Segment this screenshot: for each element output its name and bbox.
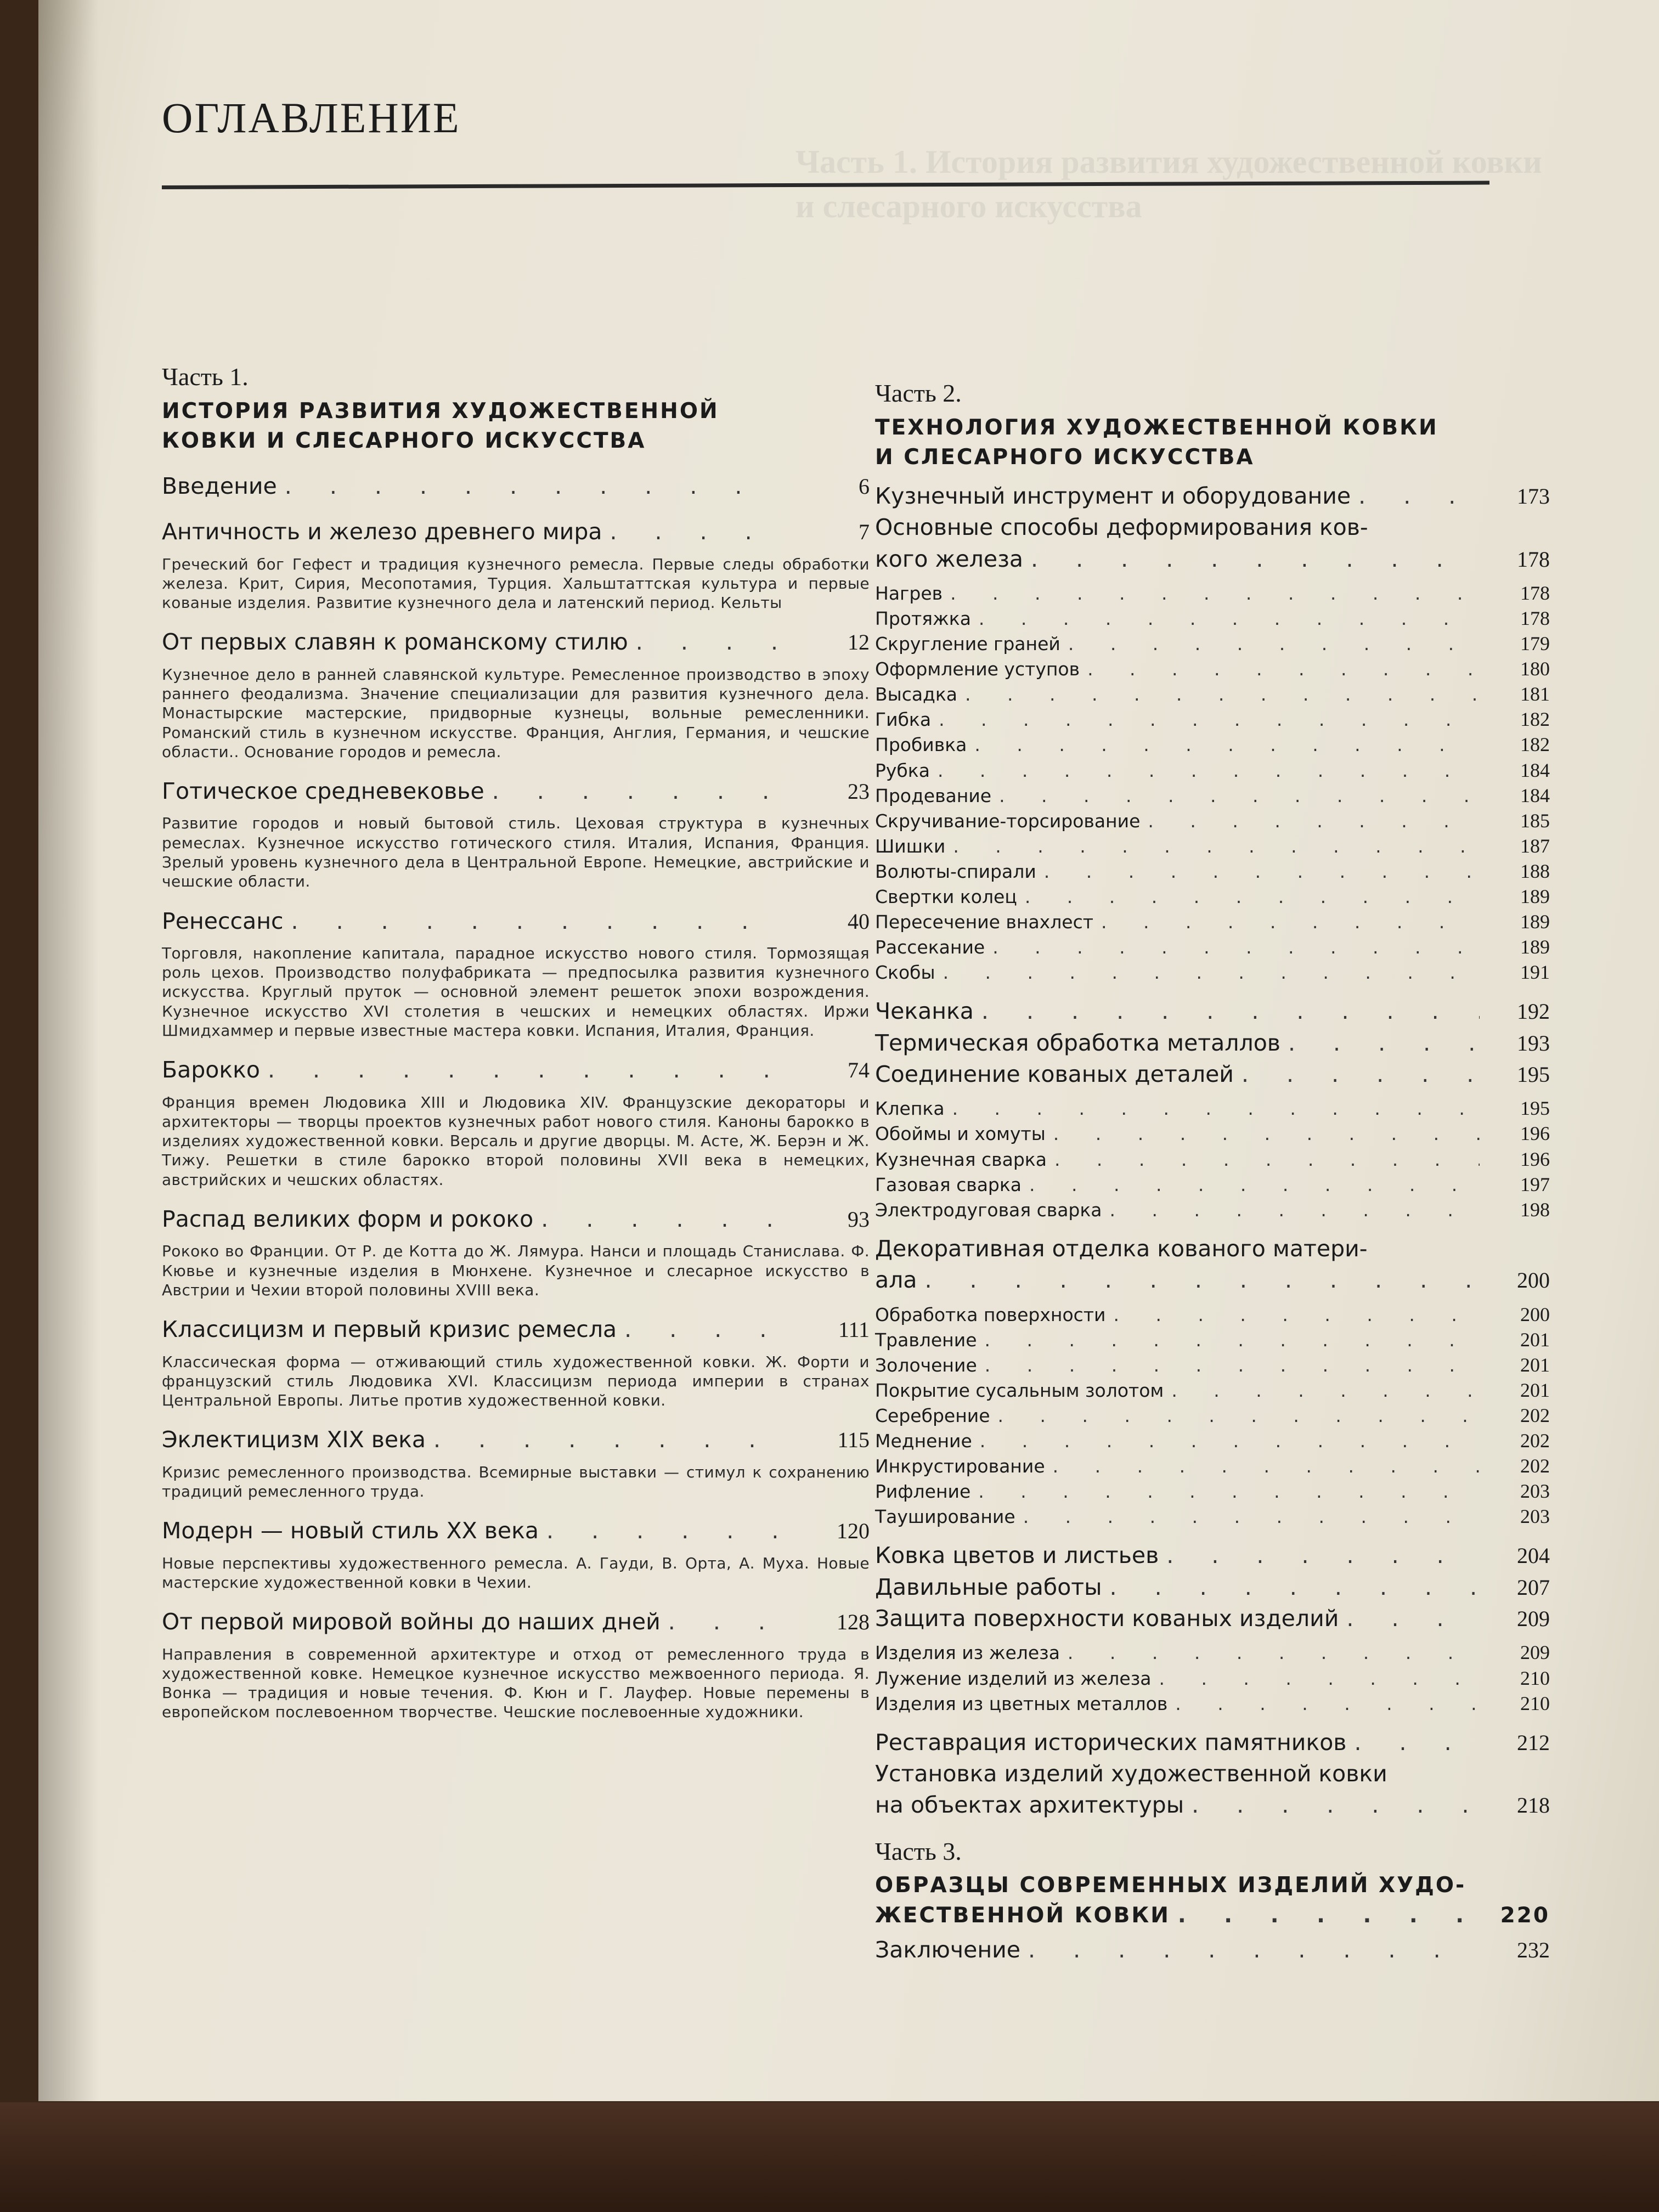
subsection bbox=[875, 681, 1550, 707]
chapter bbox=[162, 516, 870, 548]
section bbox=[875, 1540, 1550, 1571]
toc-right-column bbox=[875, 380, 1550, 1966]
page-number: 184 bbox=[1520, 759, 1550, 781]
chapter-title: Античность и железо древнего мира bbox=[162, 518, 602, 545]
section bbox=[875, 1059, 1550, 1090]
part-2-title-line: ТЕХНОЛОГИЯ ХУДОЖЕСТВЕННОЙ КОВКИ bbox=[875, 415, 1438, 440]
toc-entry bbox=[162, 906, 870, 1041]
leader-dots bbox=[1170, 1901, 1480, 1931]
subsection bbox=[875, 1096, 1550, 1121]
section-title: кого железа bbox=[875, 545, 1024, 572]
leader-dots bbox=[1045, 1455, 1480, 1478]
page-number: 6 bbox=[859, 473, 870, 499]
page-number: 173 bbox=[1517, 483, 1550, 509]
chapter bbox=[162, 1515, 870, 1547]
subsection bbox=[875, 1403, 1550, 1428]
chapter bbox=[162, 906, 870, 937]
toc-section bbox=[875, 1028, 1550, 1059]
table-surface bbox=[0, 2102, 1659, 2212]
toc-section bbox=[875, 1540, 1550, 1571]
leader-dots bbox=[943, 582, 1480, 605]
page-number: 202 bbox=[1520, 1429, 1550, 1452]
section bbox=[875, 1265, 1550, 1296]
page-number: 195 bbox=[1517, 1062, 1550, 1087]
section bbox=[875, 1028, 1550, 1059]
chapter-title: Ренессанс bbox=[162, 907, 284, 934]
toc-section bbox=[875, 1059, 1550, 1222]
subsection-title: Изделия из железа bbox=[875, 1642, 1060, 1664]
leader-dots bbox=[1020, 1934, 1480, 1966]
leader-dots bbox=[1151, 1667, 1480, 1690]
conclusion bbox=[875, 1934, 1550, 1966]
subsection bbox=[875, 1640, 1550, 1665]
page-number: 202 bbox=[1520, 1455, 1550, 1477]
bleed-through-text: Часть 1. История развития художественной ковки и слесарного искусства bbox=[795, 144, 1542, 224]
toc-entry bbox=[162, 1314, 870, 1410]
page-number: 115 bbox=[837, 1427, 870, 1453]
subsection-title: Лужение изделий из железа bbox=[875, 1667, 1152, 1689]
toc-left-column bbox=[162, 363, 870, 1722]
chapter-title: От первых славян к романскому стилю bbox=[162, 629, 628, 656]
chapter-title: Эклектицизм XIX века bbox=[162, 1426, 426, 1453]
part-3-label: Часть 3. bbox=[875, 1837, 962, 1865]
page-number: 201 bbox=[1520, 1353, 1550, 1376]
chapter bbox=[162, 1314, 870, 1345]
subsection-title: Покрытие сусальным золотом bbox=[875, 1379, 1164, 1401]
page-number: 184 bbox=[1520, 784, 1550, 806]
page-number: 189 bbox=[1520, 936, 1550, 958]
toc-entry bbox=[162, 1054, 870, 1189]
leader-dots bbox=[277, 471, 777, 502]
page-number: 189 bbox=[1520, 885, 1550, 907]
chapter bbox=[162, 1606, 870, 1638]
section-title: Давильные работы bbox=[875, 1573, 1102, 1600]
page-number: 218 bbox=[1517, 1793, 1550, 1818]
page-number: 209 bbox=[1520, 1641, 1550, 1664]
leader-dots bbox=[661, 1606, 777, 1638]
subsection bbox=[875, 1453, 1550, 1479]
chapter-description: Классическая форма — отживающий стиль художественной ковки. Ж. Форти и французский стиль Людовика XVI. Классицизм периода империи в странах Центральной Европы. Литье против художественной ковки. bbox=[162, 1352, 870, 1410]
leader-dots bbox=[917, 1265, 1480, 1296]
part-2-title-line: И СЛЕСАРНОГО ИСКУССТВА bbox=[875, 445, 1255, 470]
subsection bbox=[875, 1352, 1550, 1378]
page-number: 111 bbox=[838, 1317, 870, 1342]
page-number: 192 bbox=[1517, 999, 1550, 1024]
subsection bbox=[875, 758, 1550, 783]
leader-dots bbox=[1167, 1692, 1480, 1716]
subsection bbox=[875, 1666, 1550, 1691]
leader-dots bbox=[1047, 1148, 1480, 1171]
chapter-description: Франция времен Людовика XIII и Людовика XIV. Французские декораторы и архитекторы — творцы проектов кузнечных работ нового стиля. Каноны барокко в изделиях художественной ковки. Версаль и другие дворцы. М. Асте, Ж. Берэн и Ж. Тижу. Решетки в стиле барокко второй половины XVII века в немецких, австрийских и чешских областях. bbox=[162, 1093, 870, 1189]
conclusion-entry-title: Заключение bbox=[875, 1936, 1021, 1963]
leader-dots bbox=[974, 996, 1480, 1027]
leader-dots bbox=[1351, 481, 1480, 512]
conclusion-entry bbox=[875, 1934, 1550, 1966]
subsection-title: Волюты-спирали bbox=[875, 860, 1036, 882]
subsection bbox=[875, 934, 1550, 960]
leader-dots bbox=[1080, 658, 1480, 681]
leader-dots bbox=[1093, 911, 1480, 934]
page-number: 12 bbox=[848, 630, 870, 655]
chapter-description: Кризис ремесленного производства. Всемирные выставки — стимул к сохранению традиций ремесленного труда. bbox=[162, 1463, 870, 1500]
page-number: 196 bbox=[1520, 1148, 1550, 1170]
page-number: 200 bbox=[1520, 1303, 1550, 1325]
subsection-title: Протяжка bbox=[875, 608, 971, 630]
subsection bbox=[875, 656, 1550, 681]
subsection bbox=[875, 732, 1550, 757]
subsection-title: Нагрев bbox=[875, 582, 943, 604]
subsection bbox=[875, 1691, 1550, 1716]
page-number: 220 bbox=[1500, 1903, 1550, 1928]
subsection-title: Высадка bbox=[875, 684, 958, 706]
chapter bbox=[162, 1204, 870, 1235]
page-title: ОГЛАВЛЕНИЕ bbox=[162, 94, 461, 142]
leader-dots bbox=[426, 1424, 777, 1455]
leader-dots bbox=[1102, 1199, 1480, 1222]
leader-dots bbox=[1339, 1603, 1480, 1634]
subsection bbox=[875, 960, 1550, 985]
toc-section bbox=[875, 1727, 1550, 1758]
part-3 bbox=[875, 1838, 1550, 1931]
leader-dots bbox=[1164, 1379, 1480, 1402]
section-title: Чеканка bbox=[875, 998, 974, 1025]
page-number: 74 bbox=[848, 1058, 870, 1083]
section bbox=[875, 1790, 1550, 1821]
page-number: 200 bbox=[1517, 1268, 1550, 1293]
subsection-title: Газовая сварка bbox=[875, 1173, 1022, 1195]
subsection bbox=[875, 707, 1550, 732]
leader-dots bbox=[991, 785, 1480, 808]
leader-dots bbox=[931, 708, 1480, 731]
leader-dots bbox=[977, 1354, 1480, 1377]
leader-dots bbox=[971, 607, 1480, 630]
page-number: 201 bbox=[1520, 1328, 1550, 1351]
section-title: Реставрация исторических памятников bbox=[875, 1729, 1347, 1756]
leader-dots bbox=[628, 627, 777, 658]
leader-dots bbox=[945, 835, 1480, 858]
leader-dots bbox=[1346, 1727, 1480, 1758]
part-2-label: Часть 2. bbox=[875, 379, 962, 407]
subsection-list bbox=[875, 1640, 1550, 1716]
leader-dots bbox=[1140, 810, 1480, 833]
subsection-title: Свертки колец bbox=[875, 885, 1017, 907]
subsection-list bbox=[875, 1096, 1550, 1222]
leader-dots bbox=[945, 1097, 1480, 1120]
toc-entry bbox=[162, 1606, 870, 1722]
subsection-title: Скручивание-торсирование bbox=[875, 810, 1141, 832]
subsection-title: Рассекание bbox=[875, 936, 985, 958]
section bbox=[875, 1727, 1550, 1758]
page-number: 93 bbox=[848, 1206, 870, 1232]
toc-entry bbox=[162, 1204, 870, 1300]
subsection-list bbox=[875, 1302, 1550, 1530]
leader-dots bbox=[935, 961, 1480, 984]
subsection-title: Скругление граней bbox=[875, 633, 1060, 655]
chapter-description: Развитие городов и новый бытовой стиль. Цеховая структура в кузнечных ремеслах. Кузнечное искусство готического стиля. Италия, Испания, Франция. Зрелый уровень кузнечного дела в Центральной Европе. Немецкие, австрийские и чешские области. bbox=[162, 814, 870, 891]
leader-dots bbox=[533, 1204, 777, 1235]
chapter bbox=[162, 776, 870, 807]
page-number: 40 bbox=[848, 909, 870, 934]
section-title: Термическая обработка металлов bbox=[875, 1029, 1280, 1056]
subsection-title: Оформление уступов bbox=[875, 658, 1080, 680]
subsection bbox=[875, 808, 1550, 833]
subsection-title: Изделия из цветных металлов bbox=[875, 1692, 1168, 1714]
chapter-title: Модерн — новый стиль XX века bbox=[162, 1517, 539, 1544]
subsection-title: Клепка bbox=[875, 1098, 945, 1120]
page-number: 198 bbox=[1520, 1198, 1550, 1221]
page-number: 128 bbox=[837, 1610, 870, 1635]
page-number: 204 bbox=[1517, 1543, 1550, 1568]
section-title-line: Декоративная отделка кованого матери- bbox=[875, 1235, 1368, 1262]
page-number: 203 bbox=[1520, 1480, 1550, 1503]
subsection bbox=[875, 909, 1550, 934]
toc-section bbox=[875, 481, 1550, 512]
section-title: на объектах архитектуры bbox=[875, 1792, 1184, 1819]
subsection-list bbox=[875, 580, 1550, 985]
leader-dots bbox=[1159, 1540, 1480, 1571]
chapter-description: Греческий бог Гефест и традиция кузнечного ремесла. Первые следы обработки железа. Крит, Сирия, Месопотамия, Турция. Хальштаттская культура и первые кованые изделия. Развитие кузнечного дела и латенский период. Кельты bbox=[162, 555, 870, 612]
subsection bbox=[875, 783, 1550, 808]
subsection bbox=[875, 1479, 1550, 1504]
chapter-title: Распад великих форм и рококо bbox=[162, 1205, 534, 1232]
toc-entry bbox=[162, 1515, 870, 1592]
toc-section bbox=[875, 1758, 1550, 1821]
toc-entry bbox=[162, 471, 870, 502]
subsection-title: Рифление bbox=[875, 1481, 971, 1503]
chapter-description: Новые перспективы художественного ремесла. А. Гауди, В. Орта, А. Муха. Новые мастерские художественной ковки в Чехии. bbox=[162, 1554, 870, 1592]
page-number: 7 bbox=[859, 520, 870, 545]
subsection bbox=[875, 1302, 1550, 1327]
section-title: ала bbox=[875, 1267, 917, 1294]
subsection-title: Пересечение внахлест bbox=[875, 911, 1093, 933]
leader-dots bbox=[970, 1480, 1480, 1503]
subsection bbox=[875, 1378, 1550, 1403]
chapter-title: Барокко bbox=[162, 1057, 260, 1084]
page-spine-shadow bbox=[38, 0, 99, 2101]
part-1-label: Часть 1. bbox=[162, 363, 249, 391]
chapter bbox=[162, 1424, 870, 1455]
leader-dots bbox=[930, 759, 1480, 782]
subsection bbox=[875, 1504, 1550, 1529]
page-number: 232 bbox=[1517, 1937, 1550, 1962]
leader-dots bbox=[602, 516, 777, 548]
leader-dots bbox=[1234, 1059, 1480, 1090]
subsection-title: Гибка bbox=[875, 709, 932, 731]
page-number: 188 bbox=[1520, 860, 1550, 882]
page-number: 210 bbox=[1520, 1667, 1550, 1689]
part-3-title-line: ОБРАЗЦЫ СОВРЕМЕННЫХ ИЗДЕЛИЙ ХУДО- bbox=[875, 1873, 1466, 1898]
leader-dots bbox=[990, 1404, 1480, 1427]
section bbox=[875, 1572, 1550, 1603]
leader-dots bbox=[284, 906, 777, 937]
leader-dots bbox=[957, 683, 1480, 706]
section bbox=[875, 544, 1550, 575]
page-number: 187 bbox=[1520, 834, 1550, 857]
subsection bbox=[875, 580, 1550, 606]
part-3-title-title: ЖЕСТВЕННОЙ КОВКИ bbox=[875, 1903, 1170, 1928]
page-number: 189 bbox=[1520, 910, 1550, 933]
toc-entry bbox=[162, 776, 870, 891]
toc-entry bbox=[162, 516, 870, 612]
chapter bbox=[162, 627, 870, 658]
section-title: Защита поверхности кованых изделий bbox=[875, 1605, 1339, 1632]
subsection-title: Инкрустирование bbox=[875, 1455, 1045, 1477]
chapter bbox=[162, 1054, 870, 1086]
page-number: 191 bbox=[1520, 961, 1550, 984]
page-number: 207 bbox=[1517, 1575, 1550, 1600]
leader-dots bbox=[1060, 1641, 1480, 1664]
leader-dots bbox=[617, 1314, 777, 1345]
subsection-title: Электродуговая сварка bbox=[875, 1199, 1102, 1221]
page-number: 193 bbox=[1517, 1030, 1550, 1056]
toc-entry bbox=[162, 627, 870, 761]
subsection bbox=[875, 606, 1550, 631]
page-number: 178 bbox=[1520, 582, 1550, 604]
section-title: Соединение кованых деталей bbox=[875, 1060, 1234, 1087]
page-number: 203 bbox=[1520, 1505, 1550, 1528]
part-1-title-line: ИСТОРИЯ РАЗВИТИЯ ХУДОЖЕСТВЕННОЙ bbox=[162, 398, 719, 424]
section-list bbox=[875, 481, 1550, 1821]
toc-section bbox=[875, 1603, 1550, 1716]
page-number: 202 bbox=[1520, 1404, 1550, 1426]
page-number: 178 bbox=[1520, 607, 1550, 630]
subsection-title: Серебрение bbox=[875, 1404, 990, 1426]
section bbox=[875, 996, 1550, 1027]
subsection bbox=[875, 1428, 1550, 1453]
page-number: 196 bbox=[1520, 1122, 1550, 1145]
page-number: 209 bbox=[1517, 1606, 1550, 1632]
toc-section bbox=[875, 996, 1550, 1027]
subsection-title: Меднение bbox=[875, 1430, 972, 1452]
leader-dots bbox=[1015, 1505, 1480, 1528]
subsection-title: Обоймы и хомуты bbox=[875, 1123, 1046, 1145]
leader-dots bbox=[260, 1054, 777, 1086]
subsection bbox=[875, 1147, 1550, 1172]
subsection-title: Рубка bbox=[875, 759, 930, 781]
page-number: 178 bbox=[1517, 546, 1550, 572]
page-number: 182 bbox=[1520, 708, 1550, 731]
subsection-title: Кузнечная сварка bbox=[875, 1148, 1047, 1170]
section-title-line: Основные способы деформирования ков- bbox=[875, 514, 1368, 541]
leader-dots bbox=[1280, 1028, 1480, 1059]
subsection bbox=[875, 833, 1550, 859]
chapter-title: От первой мировой войны до наших дней bbox=[162, 1609, 661, 1635]
section bbox=[875, 481, 1550, 512]
part-1-title-line: КОВКИ И СЛЕСАРНОГО ИСКУССТВА bbox=[162, 428, 646, 454]
page-number: 201 bbox=[1520, 1379, 1550, 1401]
page-number: 180 bbox=[1520, 658, 1550, 680]
toc-section bbox=[875, 1233, 1550, 1529]
leader-dots bbox=[1060, 633, 1480, 656]
chapter bbox=[162, 471, 870, 502]
chapter-description: Кузнечное дело в ранней славянской культуре. Ремесленное производство в эпоху раннего феодализма. Значение специализации для развития кузнечного дела. Монастырские мастерские, придворные кузнецы, вольные ремесленники. Романский стиль в кузнечном искусстве. Франция, Англия, Германия, и чешские области.. Основание городов и ремесла. bbox=[162, 665, 870, 761]
leader-dots bbox=[985, 936, 1480, 959]
leader-dots bbox=[539, 1515, 777, 1547]
chapter-title: Готическое средневековье bbox=[162, 778, 484, 805]
subsection bbox=[875, 1197, 1550, 1222]
page-number: 179 bbox=[1520, 633, 1550, 655]
subsection bbox=[875, 884, 1550, 909]
subsection bbox=[875, 631, 1550, 656]
chapter-description: Направления в современной архитектуре и отход от ремесленного труда в художественной ковке. Немецкое кузнечное искусство межвоенного периода. Я. Вонка — традиция и новые течения. Ф. Кюн и Г. Лауфер. Новые перемены в европейском послевоенном творчестве. Чешские послевоенные художники. bbox=[162, 1645, 870, 1722]
toc-section bbox=[875, 1572, 1550, 1603]
chapter-title: Введение bbox=[162, 472, 277, 499]
book-page bbox=[38, 0, 1659, 2101]
subsection-title: Продевание bbox=[875, 785, 992, 806]
toc-entry bbox=[162, 1424, 870, 1501]
subsection-title: Травление bbox=[875, 1329, 977, 1351]
page-number: 120 bbox=[837, 1519, 870, 1544]
chapter-title: Классицизм и первый кризис ремесла bbox=[162, 1316, 617, 1343]
page-number: 195 bbox=[1520, 1097, 1550, 1120]
page-number: 181 bbox=[1520, 683, 1550, 706]
leader-dots bbox=[972, 1430, 1480, 1453]
section-title-line: Установка изделий художественной ковки bbox=[875, 1760, 1387, 1787]
leader-dots bbox=[977, 1329, 1480, 1352]
subsection-title: Обработка поверхности bbox=[875, 1304, 1106, 1325]
page-number: 197 bbox=[1520, 1173, 1550, 1195]
part-3-title bbox=[875, 1901, 1550, 1931]
section bbox=[875, 1603, 1550, 1634]
subsection bbox=[875, 859, 1550, 884]
subsection-title: Золочение bbox=[875, 1354, 977, 1376]
subsection-title: Скобы bbox=[875, 962, 935, 984]
subsection bbox=[875, 1327, 1550, 1352]
section-title: Ковка цветов и листьев bbox=[875, 1542, 1159, 1569]
subsection-title: Шишки bbox=[875, 835, 946, 857]
page-number: 212 bbox=[1517, 1730, 1550, 1755]
subsection bbox=[875, 1121, 1550, 1146]
subsection-title: Таушированиe bbox=[875, 1506, 1015, 1528]
leader-dots bbox=[1023, 544, 1480, 575]
page-number: 185 bbox=[1520, 809, 1550, 832]
page-number: 182 bbox=[1520, 733, 1550, 756]
leader-dots bbox=[1017, 885, 1480, 909]
subsection-title: Пробивка bbox=[875, 734, 967, 756]
leader-dots bbox=[1022, 1173, 1480, 1197]
leader-dots bbox=[1105, 1304, 1480, 1327]
leader-dots bbox=[1036, 860, 1480, 883]
leader-dots bbox=[967, 733, 1480, 757]
chapter-description: Рококо во Франции. От Р. де Котта до Ж. Лямура. Нанси и площадь Станислава. Ф. Кювье и кузнечные изделия в Мюнхене. Кузнечное и слесарное искусство в Австрии и Чехии второй половины XVIII века. bbox=[162, 1242, 870, 1299]
toc-section bbox=[875, 512, 1550, 985]
leader-dots bbox=[1046, 1122, 1480, 1146]
leader-dots bbox=[1184, 1790, 1480, 1821]
chapter-description: Торговля, накопление капитала, парадное искусство нового стиля. Тормозящая роль цехов. Производство полуфабриката — предпосылка развития кузнечного искусства. Круглый пруток — основной элемент решеток эпохи возрождения. Кузнечное искусство XVI столетия в чешских и немецких областях. Иржи Шмидхаммер и первые известные мастера ковки. Испания, Италия, Франция. bbox=[162, 944, 870, 1040]
leader-dots bbox=[484, 776, 777, 807]
leader-dots bbox=[1102, 1572, 1480, 1603]
subsection bbox=[875, 1172, 1550, 1197]
page-number: 23 bbox=[848, 779, 870, 804]
section-title: Кузнечный инструмент и оборудование bbox=[875, 482, 1351, 509]
page-number: 210 bbox=[1520, 1692, 1550, 1714]
